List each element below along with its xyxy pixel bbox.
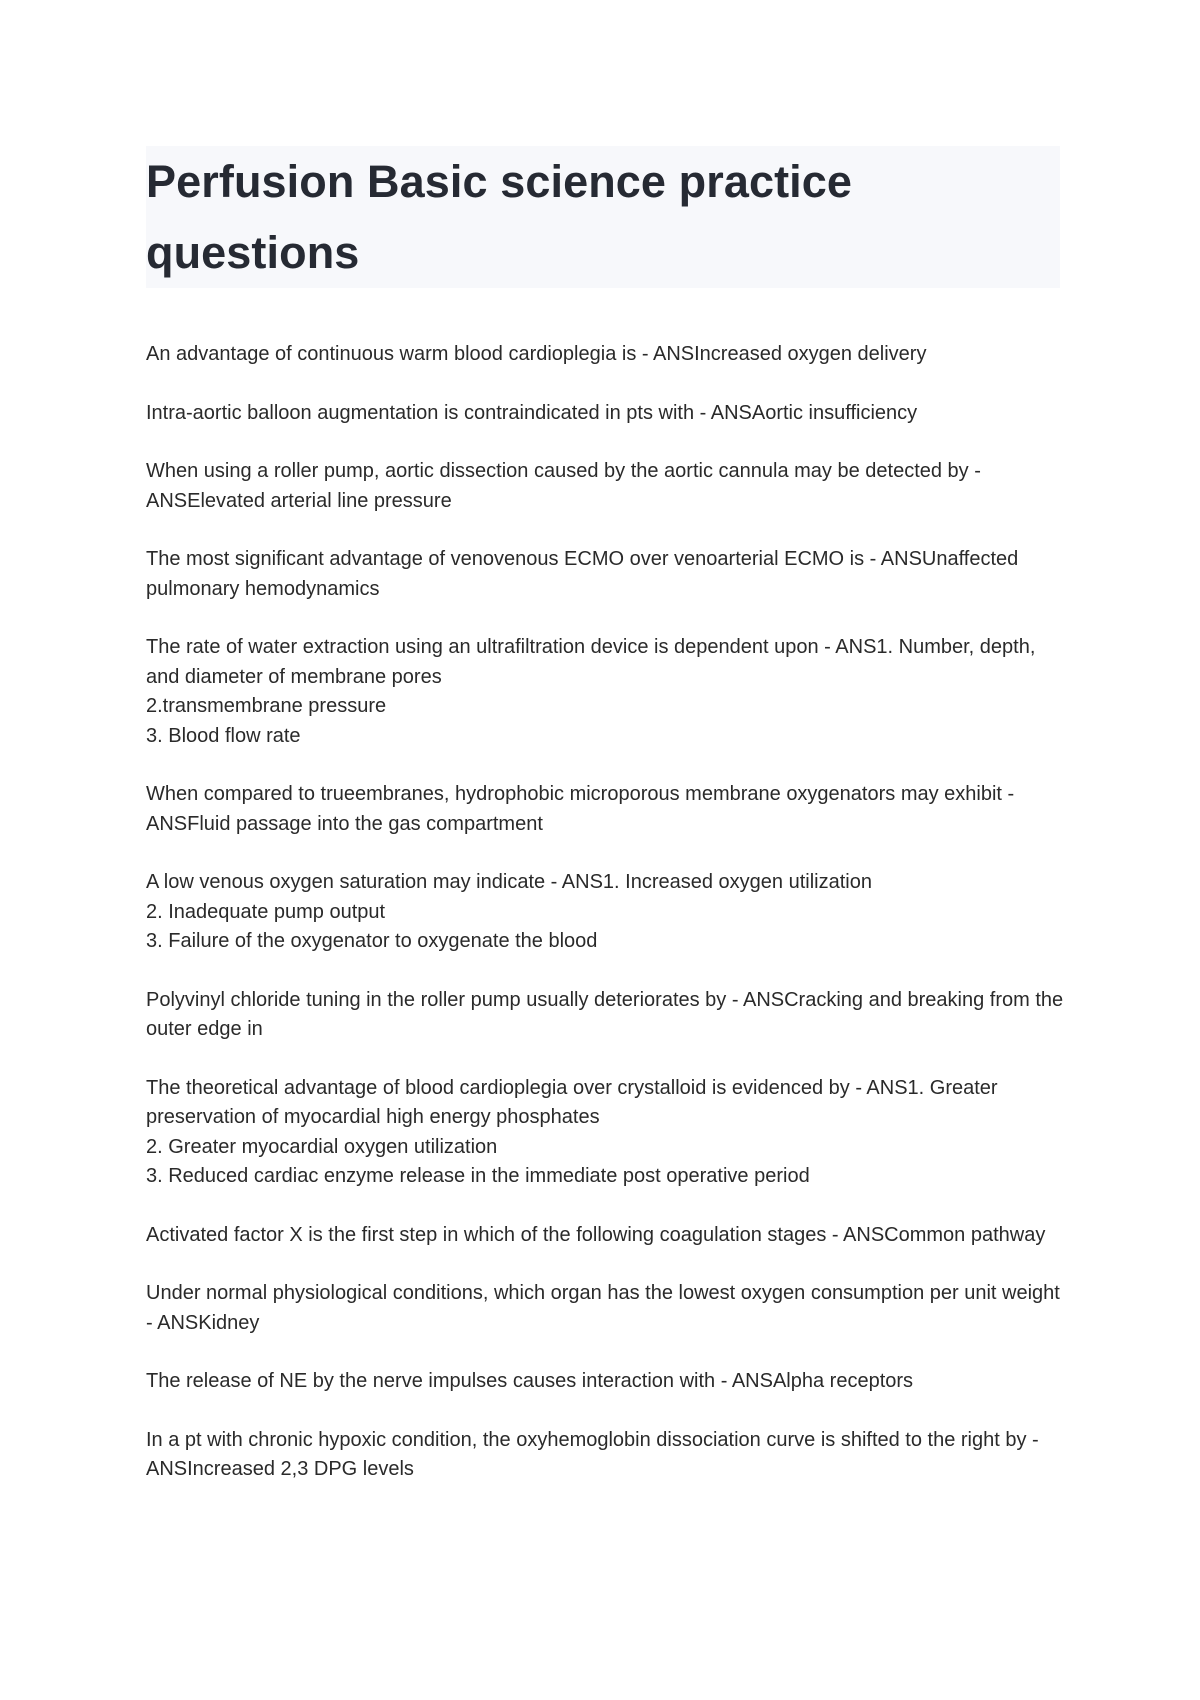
qa-item: Polyvinyl chloride tuning in the roller pump usually deteriorates by - ANSCracking and breaking from the outer edge in [146, 988, 1064, 1040]
qa-item: When compared to trueembranes, hydrophobic microporous membrane oxygenators may exhibit - ANSFluid passage into the gas compartment [146, 783, 1015, 835]
qa-item: Under normal physiological conditions, which organ has the lowest oxygen consumption per unit weight - ANSKidney [146, 1282, 1060, 1334]
qa-item: An advantage of continuous warm blood cardioplegia is - ANSIncreased oxygen delivery [146, 343, 927, 365]
qa-item: The rate of water extraction using an ultrafiltration device is dependent upon - ANS1. Number, depth, and diameter of membrane pores 2.transmembrane pressure 3. Blood flow rate [146, 636, 1036, 747]
qa-item: The release of NE by the nerve impulses causes interaction with - ANSAlpha receptors [146, 1370, 914, 1392]
page-title: Perfusion Basic science practice questions [146, 156, 853, 278]
qa-item: Intra-aortic balloon augmentation is contraindicated in pts with - ANSAortic insufficiency [146, 401, 918, 424]
qa-item: The theoretical advantage of blood cardioplegia over crystalloid is evidenced by - ANS1. Greater preservation of myocardial high energy phosphates 2. Greater myocardial oxygen utilization 3. Reduced cardiac enzyme release in the immediate post operative period [146, 1076, 998, 1187]
qa-item: Activated factor X is the first step in which of the following coagulation stages - ANSCommon pathway [146, 1223, 1046, 1246]
qa-item: A low venous oxygen saturation may indicate - ANS1. Increased oxygen utilization 2. Inadequate pump output 3. Failure of the oxygenator to oxygenate the blood [146, 871, 872, 952]
qa-item: The most significant advantage of venovenous ECMO over venoarterial ECMO is - ANSUnaffected pulmonary hemodynamics [146, 548, 1019, 600]
qa-item: In a pt with chronic hypoxic condition, the oxyhemoglobin dissociation curve is shifted to the right by - ANSIncreased 2,3 DPG levels [146, 1428, 1039, 1480]
qa-item: When using a roller pump, aortic dissection caused by the aortic cannula may be detected by - ANSElevated arterial line pressure [146, 460, 981, 512]
title-banner [146, 146, 1060, 288]
qa-list [146, 340, 1066, 1514]
